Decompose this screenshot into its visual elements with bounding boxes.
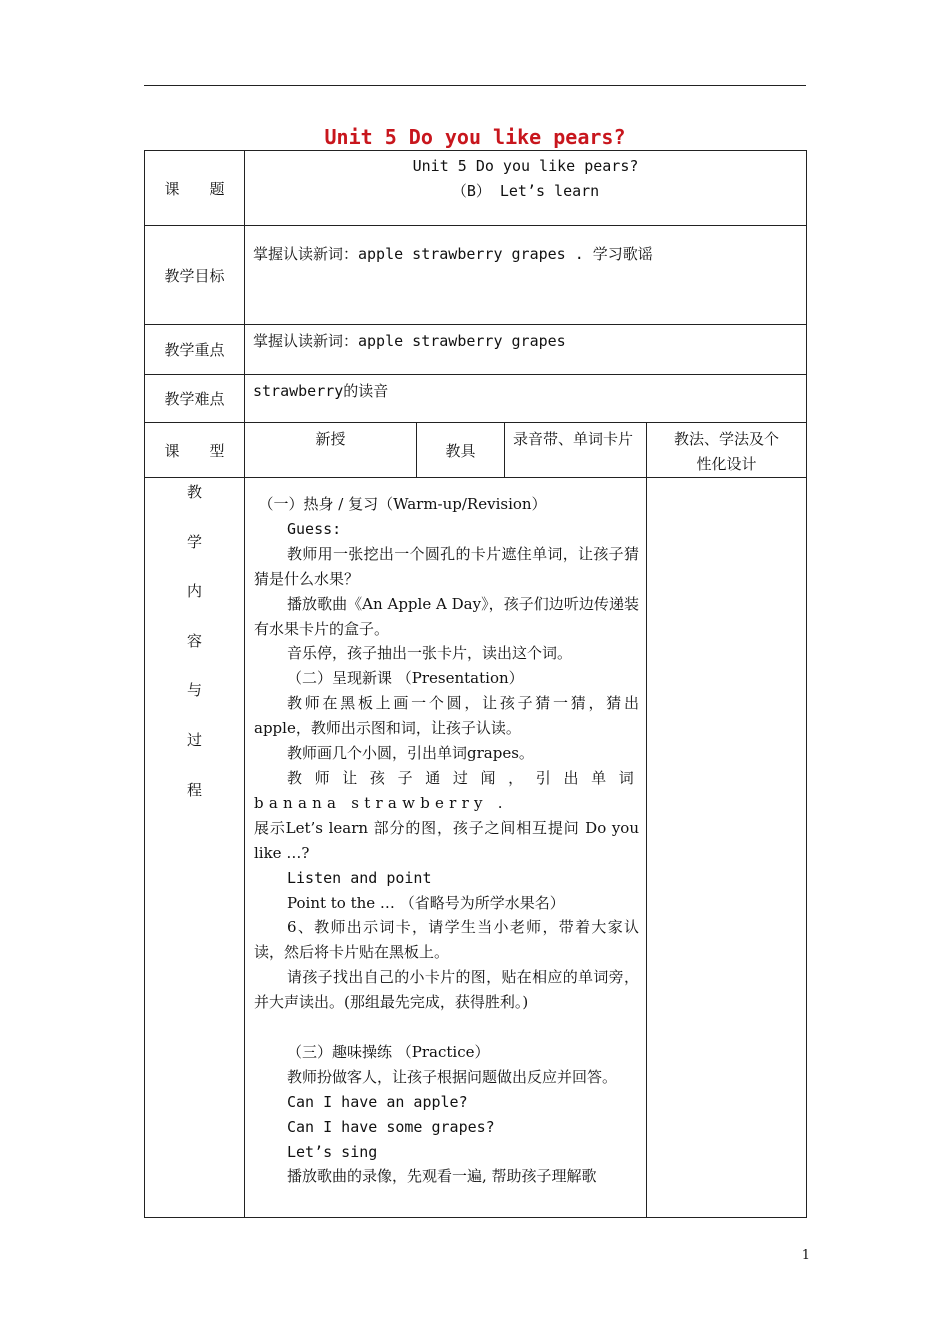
difficulties-cell	[245, 375, 807, 423]
process-line: 播放歌曲《An Apple A Day》，孩子们边听边传递装有水果卡片的盒子。	[254, 594, 639, 638]
process-label-char: 容	[186, 631, 202, 650]
process-content	[245, 478, 646, 1189]
aids-cell	[505, 423, 647, 478]
process-label-char: 内	[186, 582, 202, 601]
process-label-cell	[145, 478, 245, 1218]
process-vertical-label	[145, 478, 244, 827]
process-label-char: 与	[186, 681, 202, 700]
process-line: 请孩子找出自己的小卡片的图，贴在相应的单词旁，并大声读出。(那组最先完成，获得胜利。)	[254, 968, 639, 1012]
topic-value	[245, 151, 807, 226]
lesson-type-label: 课 型	[145, 423, 245, 478]
process-line: Listen and point	[287, 868, 432, 887]
process-line: 教师在黑板上画一个圆，让孩子猜一猜，猜出apple，教师出示图和词，让孩子认读。	[254, 694, 639, 738]
objectives-label: 教学目标	[145, 226, 245, 325]
lesson-type-cell	[245, 423, 417, 478]
page-number: 1	[801, 1248, 810, 1263]
topic-line-1: Unit 5 Do you like pears?	[412, 157, 639, 175]
process-label-char: 教	[186, 483, 202, 501]
process-line: 展示Let’s learn 部分的图，孩子之间相互提问 Do you like …?	[254, 818, 639, 862]
process-line: 教师让孩子通过闻，引出单词 banana strawberry .	[254, 768, 639, 812]
process-line: 播放歌曲的录像，先观看一遍, 帮助孩子理解歌	[287, 1167, 597, 1186]
key-points-label: 教学重点	[145, 325, 245, 375]
lesson-type-value: 新授	[315, 430, 346, 448]
process-line: 教师扮做客人，让孩子根据问题做出反应并回答。	[287, 1067, 618, 1086]
lesson-plan-table	[144, 150, 807, 1218]
key-points-cell	[245, 325, 807, 375]
process-label-char: 学	[186, 532, 202, 551]
header-rule	[144, 85, 806, 86]
process-row	[145, 478, 807, 1218]
lesson-type-row	[145, 423, 807, 478]
process-line: 教师画几个小圆，引出单词grapes。	[287, 744, 534, 763]
process-line: Guess:	[287, 519, 342, 538]
section-heading: （二）呈现新课 （Presentation）	[287, 669, 524, 688]
topic-row	[145, 151, 807, 226]
difficulties-label: 教学难点	[145, 375, 245, 423]
key-points-row	[145, 325, 807, 375]
difficulties-row	[145, 375, 807, 423]
topic-label: 课 题	[145, 151, 245, 226]
process-label-char: 程	[186, 780, 202, 799]
section-heading: （三）趣味操练 （Practice）	[287, 1042, 490, 1061]
document-title: Unit 5 Do you like pears?	[324, 125, 626, 149]
methods-label: 教法、学法及个性化设计	[674, 430, 780, 473]
methods-cell	[647, 423, 807, 478]
key-points-text: 掌握认读新词：apple strawberry grapes	[253, 332, 566, 350]
process-line: 6、教师出示词卡，请学生当小老师，带着大家认读，然后将卡片贴在黑板上。	[254, 918, 639, 962]
process-label-char: 过	[186, 730, 202, 749]
aids-value: 录音带、单词卡片	[513, 430, 634, 448]
paragraph-gap	[254, 1015, 639, 1040]
aids-label: 教具	[417, 423, 505, 478]
difficulties-text: strawberry的读音	[253, 382, 389, 400]
objectives-row	[145, 226, 807, 325]
process-content-cell	[245, 478, 647, 1218]
process-line: Let’s sing	[287, 1142, 378, 1161]
process-line: Can I have some grapes?	[287, 1117, 495, 1136]
process-line: 音乐停，孩子抽出一张卡片，读出这个词。	[287, 644, 573, 663]
process-methods-cell	[647, 478, 807, 1218]
process-line: Can I have an apple?	[287, 1092, 468, 1111]
process-line: Point to the … （省略号为所学水果名）	[287, 893, 565, 912]
objectives-cell	[245, 226, 807, 325]
process-line: 教师用一张挖出一个圆孔的卡片遮住单词，让孩子猜猜是什么水果？	[254, 544, 639, 588]
objectives-text: 掌握认读新词：apple strawberry grapes . 学习歌谣	[253, 245, 653, 263]
section-heading: （一）热身 / 复习（Warm-up/Revision）	[258, 495, 547, 513]
topic-line-2: （B） Let’s learn	[451, 182, 600, 200]
